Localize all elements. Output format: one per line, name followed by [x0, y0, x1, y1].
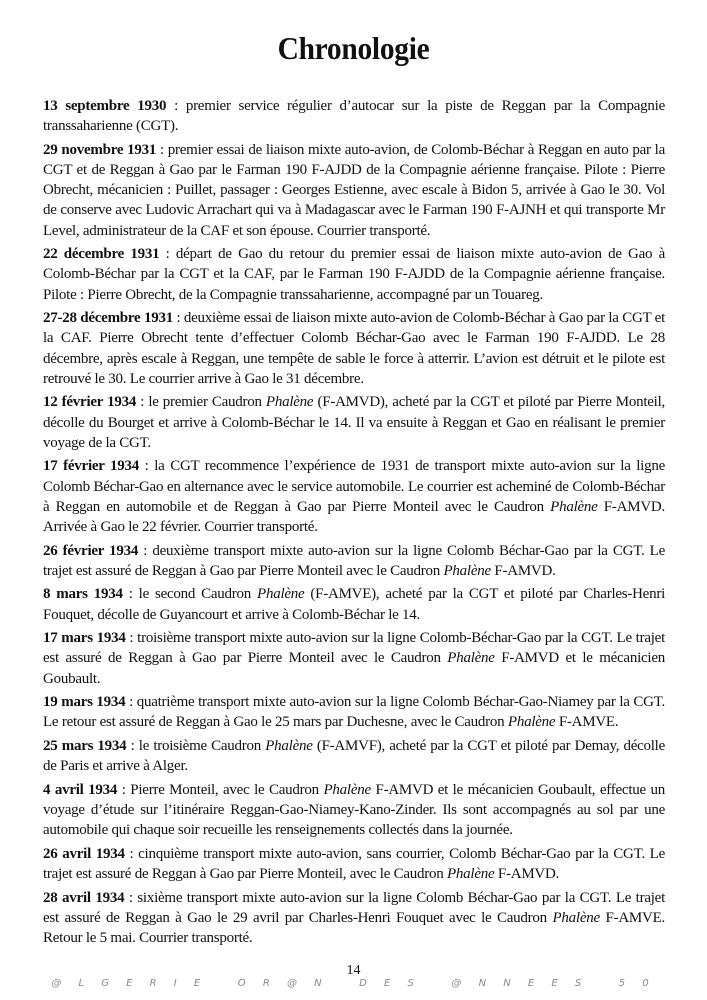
entry-separator: : [124, 889, 138, 906]
aircraft-name: Phalène [550, 498, 598, 515]
entry-separator: : [126, 738, 139, 754]
entry-text: (F-AMVF), acheté par la CGT et piloté par Demay, décolle de Paris et arrive à Alger. [43, 738, 665, 775]
chronology-list [43, 96, 665, 952]
aircraft-name: Phalène [323, 781, 371, 798]
chronology-entry [43, 780, 665, 841]
chronology-entry [43, 888, 665, 949]
chronology-entry [43, 244, 665, 305]
entry-text: F-AMVD. Arrivée à Gao le 22 février. Courrier transporté. [43, 498, 665, 536]
entry-text: F-AMVE. [555, 714, 619, 731]
aircraft-name: Phalène [552, 909, 600, 926]
aircraft-name: Phalène [257, 586, 305, 603]
entry-text: le troisième Caudron [138, 738, 266, 754]
entry-separator: : [138, 542, 153, 559]
entry-text: sixième transport mixte auto-avion sur la ligne Colomb Béchar-Gao par la CGT. Le trajet est assuré de Reggan à Gao le 29 avril par Charles-Henri Fouquet avec le Caudron [43, 889, 665, 926]
entry-separator: : [139, 458, 155, 475]
entry-text: premier essai de liaison mixte auto-avion, de Colomb-Béchar à Reggan en auto par la CGT et de Reggan à Gao par le Farman 190 F-AJDD de la Compagnie aérienne française. Pilote : Pierre Obrecht, mécanicien : Puillet, passager : Georges Estienne, avec escale à Bidon 5, arrivée à Gao le 30. Vol de conserve avec Ludovic Arrachart qui va à Madagascar avec le Farman 190 F-AJNH et qui transporte Mr Level, administrateur de la CAF et son épouse. Courrier transporté. [43, 141, 665, 239]
entry-date: 25 mars 1934 [43, 738, 127, 754]
page-title: Chronologie [277, 30, 430, 66]
entry-date: 27-28 décembre 1931 [43, 310, 173, 327]
entry-text: (F-AMVD), acheté par la CGT et piloté par Pierre Monteil, décolle du Bourget et arrive à Colomb-Béchar le 14. Il va ensuite à Reggan et Gao en réalisant le premier voyage de la CGT. [43, 394, 666, 451]
entry-text: troisième transport mixte auto-avion sur la ligne Colomb-Béchar-Gao par la CGT. Le trajet est assuré de Reggan à Gao par Pierre Monteil avec le Caudron [43, 630, 665, 667]
aircraft-name: Phalène [447, 650, 495, 667]
entry-date: 19 mars 1934 [43, 694, 126, 711]
chronology-entry [43, 140, 665, 241]
entry-text: la CGT recommence l’expérience de 1931 de transport mixte auto-avion sur la ligne Colomb Béchar-Gao en alternance avec le service automobile. Le courrier est acheminé de Colomb-Béchar à Reggan en automobile et de Reggan à Gao par Pierre Monteil avec le Caudron [43, 458, 665, 515]
entry-separator: : [166, 98, 186, 114]
entry-date: 26 avril 1934 [43, 845, 125, 862]
page-number: 14 [346, 963, 361, 978]
entry-text: deuxième transport mixte auto-avion sur la ligne Colomb Béchar-Gao par la CGT. Le trajet est assuré de Reggan à Gao par Pierre Monteil avec le Caudron [43, 542, 665, 579]
entry-text: F-AMVD. [494, 866, 560, 882]
footer-watermark: @ L G E R I E O R @ N D E S @ N N E E S 5 0 [51, 978, 656, 989]
entry-date: 13 septembre 1930 [43, 98, 167, 114]
chronology-entry [43, 584, 665, 624]
entry-date: 28 avril 1934 [43, 889, 125, 906]
entry-separator: : [122, 586, 139, 603]
entry-separator: : [124, 845, 139, 862]
entry-separator: : [172, 310, 184, 327]
entry-separator: : [159, 246, 176, 263]
entry-text: F-AMVD. [490, 562, 556, 579]
entry-text: quatrième transport mixte auto-avion sur la ligne Colomb Béchar-Gao-Niamey par la CGT. Le retour est assuré de Reggan à Gao le 25 mars par Duchesne, avec le Caudron [43, 694, 665, 731]
entry-text: F-AMVD et le mécanicien Goubault. [43, 650, 665, 687]
entry-text: cinquième transport mixte auto-avion, sans courrier, Colomb Béchar-Gao par la CGT. Le trajet est assuré de Reggan à Gao par Pierre Monteil, avec le Caudron [43, 845, 665, 882]
chronology-entry [43, 456, 665, 537]
chronology-entry [43, 308, 665, 389]
entry-date: 17 mars 1934 [43, 630, 126, 647]
chronology-entry [43, 692, 665, 732]
entry-text: Pierre Monteil, avec le Caudron [130, 781, 324, 798]
entry-date: 8 mars 1934 [43, 586, 123, 603]
entry-separator: : [125, 694, 137, 711]
chronology-entry [43, 844, 665, 884]
entry-text: (F-AMVE), acheté par la CGT et piloté par Charles-Henri Fouquet, décolle de Guyancourt et arrive à Colomb-Béchar le 14. [43, 586, 665, 623]
aircraft-name: Phalène [443, 562, 491, 579]
entry-text: F-AMVE. Retour le 5 mai. Courrier transporté. [43, 909, 665, 946]
entry-date: 4 avril 1934 [43, 781, 118, 798]
aircraft-name: Phalène [265, 738, 313, 754]
chronology-entry [43, 628, 665, 689]
entry-date: 29 novembre 1931 [43, 141, 157, 158]
chronology-entry [43, 736, 665, 776]
entry-text: premier service régulier d’autocar sur la piste de Reggan par la Compagnie transsaharienne (CGT). [43, 98, 666, 135]
entry-date: 22 décembre 1931 [43, 246, 160, 263]
entry-text: le premier Caudron [148, 394, 266, 411]
entry-separator: : [117, 781, 131, 798]
entry-date: 12 février 1934 [43, 394, 137, 411]
chronology-entry [43, 392, 665, 453]
aircraft-name: Phalène [265, 394, 314, 411]
aircraft-name: Phalène [447, 866, 495, 882]
entry-text: F-AMVD et le mécanicien Goubault, effectue un voyage d’étude sur l’itinéraire Reggan-Gao-Niamey-Kano-Zinder. Ils sont accompagnés au sol par une automobile qui chaque soir recueille les renseignements collectés dans la journée. [43, 781, 665, 839]
aircraft-name: Phalène [507, 714, 556, 731]
entry-separator: : [156, 141, 168, 158]
entry-text: deuxième essai de liaison mixte auto-avion de Colomb-Béchar à Gao par la CGT et la CAF. Pierre Obrecht tente d’effectuer Colomb Béchar-Gao avec le Farman 190 F-AJDD. Le 28 décembre, après escale à Reggan, une tempête de sable le force à atterrir. L’avion est détruit et le pilote est retrouvé le 30. Le courrier arrive à Gao le 31 décembre. [43, 310, 665, 387]
chronology-entry [43, 541, 665, 581]
entry-date: 26 février 1934 [43, 542, 139, 559]
entry-separator: : [125, 630, 138, 647]
entry-text: départ de Gao du retour du premier essai de liaison mixte auto-avion de Gao à Colomb-Béchar par la CGT et la CAF, par le Farman 190 F-AJDD de la Compagnie aérienne française. Pilote : Pierre Obrecht, de la Compagnie transsaharienne, accompagné par un Touareg. [43, 246, 665, 303]
entry-date: 17 février 1934 [43, 458, 140, 475]
entry-text: le second Caudron [138, 586, 258, 603]
chronology-entry [43, 96, 665, 136]
entry-separator: : [136, 394, 149, 411]
